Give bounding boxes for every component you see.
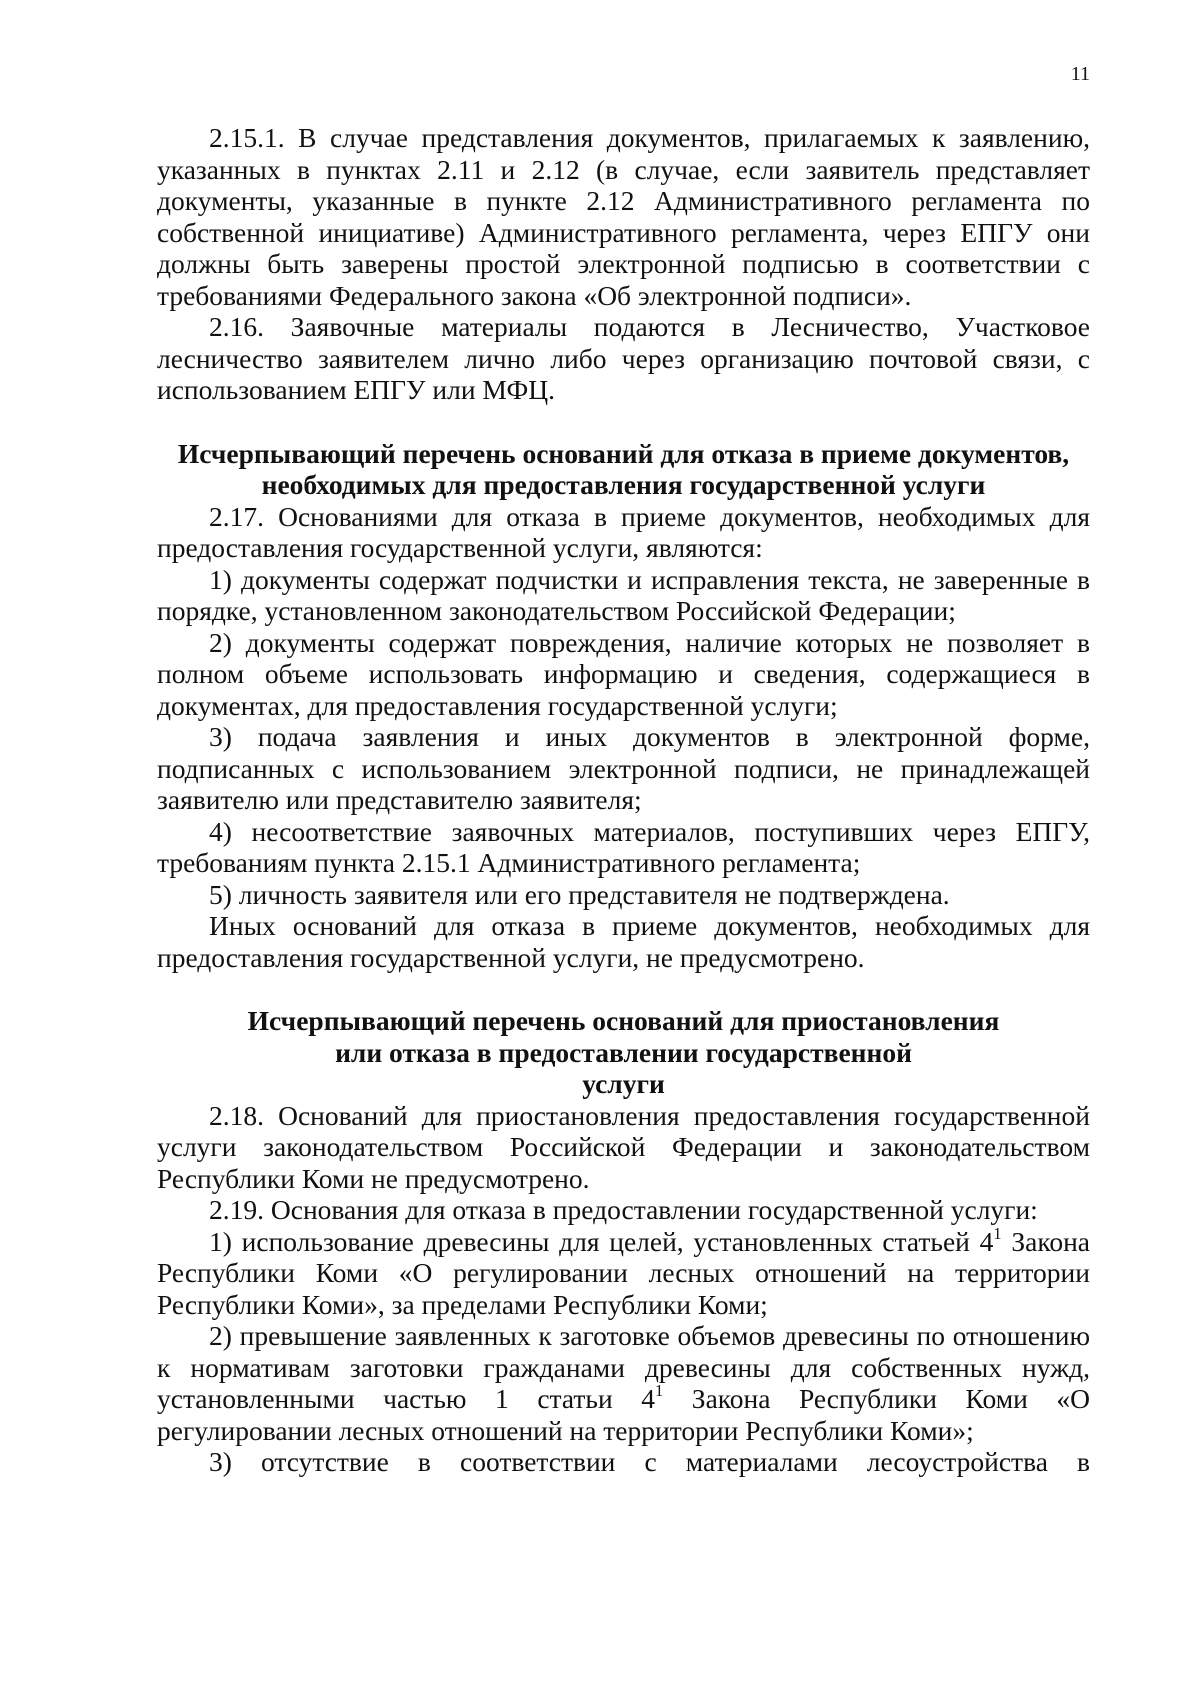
refusal-item-1-text-b: Закона Республики Коми «О регулировании лесных отношений на территории Республики Коми», за пределами Республики Коми; <box>157 1225 1091 1320</box>
paragraph-2-19: 2.19. Основания для отказа в предоставлении государственной услуги: <box>209 1194 1038 1225</box>
heading-refusal-to-accept-documents <box>157 438 1090 501</box>
list-item-5: 5) личность заявителя или его представителя не подтверждена. <box>209 878 950 910</box>
page-number: 11 <box>1070 63 1090 85</box>
superscript-1: 1 <box>654 1381 664 1401</box>
refusal-item-1 <box>157 1223 1091 1321</box>
heading-2-line-1: Исчерпывающий перечень оснований для приостановления <box>247 1005 1000 1036</box>
paragraph-no-other-grounds: Иных оснований для отказа в приеме документов, необходимых для предоставления государственной услуги, не предусмотрено. <box>157 910 1090 973</box>
refusal-item-2-text-b: Закона Республики Коми «О регулировании лесных отношений на территории Республики Коми»; <box>157 1383 1090 1446</box>
heading-2-line-3: услуги <box>582 1068 665 1099</box>
heading-1-line-2: необходимых для предоставления государственной услуги <box>261 469 986 500</box>
superscript-1: 1 <box>993 1223 1002 1243</box>
paragraph-2-15-1: 2.15.1. В случае представления документов, прилагаемых к заявлению, указанных в пунктах 2.11 и 2.12 (в случае, если заявитель представляет документы, указанные в пункте 2.12 Административного регламента по собственной инициативе) Административного регламента, через ЕПГУ они должны быть заверены простой электронной подписью в соответствии с требованиями Федерального закона «Об электронной подписи». <box>157 122 1090 311</box>
refusal-item-1-text-a: 1) использование древесины для целей, установленных статьей 4 <box>209 1225 994 1257</box>
heading-1-line-1: Исчерпывающий перечень оснований для отказа в приеме документов, <box>177 437 1070 469</box>
refusal-item-3: 3) отсутствие в соответствии с материалами лесоустройства в <box>209 1446 1090 1477</box>
list-item-3: 3) подача заявления и иных документов в электронной форме, подписанных с использованием электронной подписи, не принадлежащей заявителю или представителю заявителя; <box>157 721 1090 815</box>
heading-2-line-2: или отказа в предоставлении государственной <box>335 1036 912 1068</box>
list-item-4: 4) несоответствие заявочных материалов, поступивших через ЕПГУ, требованиям пункта 2.15.1 Административного регламента; <box>157 815 1090 878</box>
paragraph-2-17: 2.17. Основаниями для отказа в приеме документов, необходимых для предоставления государственной услуги, являются: <box>157 500 1090 563</box>
paragraph-2-16: 2.16. Заявочные материалы подаются в Лесничество, Участковое лесничество заявителем лично либо через организацию почтовой связи, с использованием ЕПГУ или МФЦ. <box>157 311 1090 405</box>
section-spacer <box>157 406 1090 438</box>
refusal-item-2 <box>157 1320 1090 1446</box>
heading-suspension-or-refusal <box>157 1005 1090 1100</box>
paragraph-2-18: 2.18. Оснований для приостановления предоставления государственной услуги законодательством Российской Федерации и законодательством Республики Коми не предусмотрено. <box>157 1099 1090 1194</box>
list-item-1: 1) документы содержат подчистки и исправления текста, не заверенные в порядке, установленном законодательством Российской Федерации; <box>157 563 1090 626</box>
document-body <box>157 122 1090 1478</box>
section-spacer <box>157 973 1090 1005</box>
list-item-2: 2) документы содержат повреждения, наличие которых не позволяет в полном объеме использовать информацию и сведения, содержащиеся в документах, для предоставления государственной услуги; <box>157 626 1090 721</box>
refusal-item-2-text-a: 2) превышение заявленных к заготовке объемов древесины по отношению к нормативам заготовки гражданами древесины для собственных нужд, установленными частью 1 статьи 4 <box>157 1320 1090 1414</box>
